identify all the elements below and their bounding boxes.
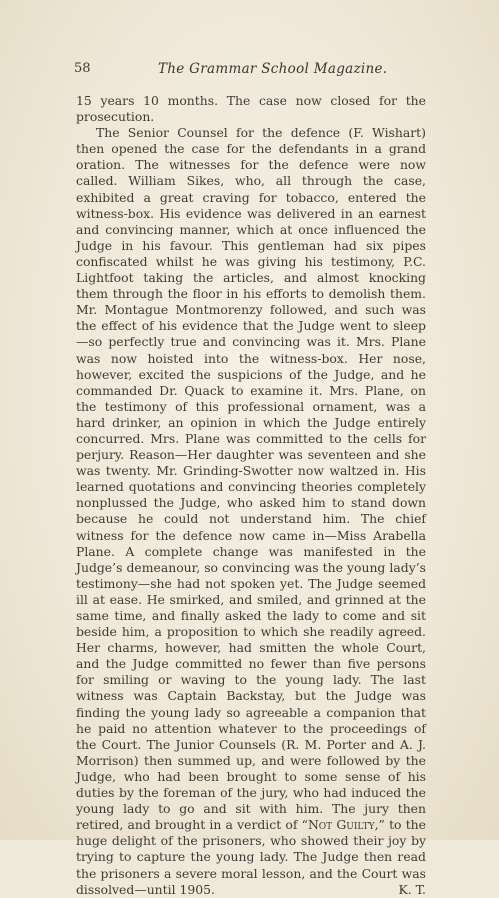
paragraph-2-text-a: The Senior Counsel for the defence (F. Wishart) then opened the case for the defendants in a grand oration. The witnesses for the defence were now called. William Sikes, who, all through the case, exhibited a great craving for tobacco, entered the witness-box. His evidence was delivered in an earnest and convincing manner, which at once influenced the Judge in his favour. This gentleman had six pipes confiscated whilst he was giving his testimony, P.C. Lightfoot taking the articles, and almost knocking them through the floor in his efforts to demolish them. Mr. Montague Montmorenzy followed, and such was the effect of his evidence that the Judge went to sleep—so perfectly true and convincing was it. Mrs. Plane was now hoisted into the witness-box. Her nose, however, excited the suspicions of the Judge, and he commanded Dr. Quack to examine it. Mrs. Plane, on the testimony of this professional ornament, was a hard drinker, an opinion in which the Judge entirely concurred. Mrs. Plane was committed to the cells for perjury. Reason—Her daughter was seventeen and she was twenty. Mr. Grinding-Swotter now waltzed in. His learned quotations and convincing theories completely nonplussed the Judge, who asked him to stand down because he could not understand him. The chief witness for the defence now came in—Miss Arabella Plane. A complete change was manifested in the Judge’s demeanour, so convincing was the young lady’s testimony—she had not spoken yet. The Judge seemed ill at ease. He smirked, and smiled, and grinned at the same time, and finally asked the lady to come and sit beside him, a proposition to which she readily agreed. Her charms, however, had smitten the whole Court, and the Judge committed no fewer than five persons for smiling or waving to the young lady. The last witness was Captain Backstay, but the Judge was finding the young lady so agreeable a companion that he paid no attention whatever to the proceedings of the Court. The Junior Counsels (R. M. Porter and A. J. Morrison) then summed up, and were followed by the Judge, who had been brought to some sense of his duties by the foreman of the jury, who had induced the young lady to go and sit with him. The jury then retired, and brought in a verdict of “	[76, 125, 426, 833]
paragraph-2-text-b: ,” to the huge delight of the prisoners, who showed their joy by trying to capture the young lady. The Judge then read the prisoners a severe moral lesson, and the Court was dissolved—until 1905.	[76, 817, 427, 897]
verdict-text: Not Guilty	[307, 817, 375, 833]
page-header	[74, 61, 426, 81]
article-body	[76, 93, 426, 898]
page-number: 58	[74, 61, 91, 76]
paragraph-1-text: 15 years 10 months. The case now closed for the prosecution.	[76, 93, 426, 125]
paragraph-defence	[76, 125, 426, 898]
author-signature: K. T.	[398, 881, 426, 897]
paragraph-continuation	[76, 93, 426, 125]
running-title: The Grammar School Magazine.	[158, 61, 388, 77]
